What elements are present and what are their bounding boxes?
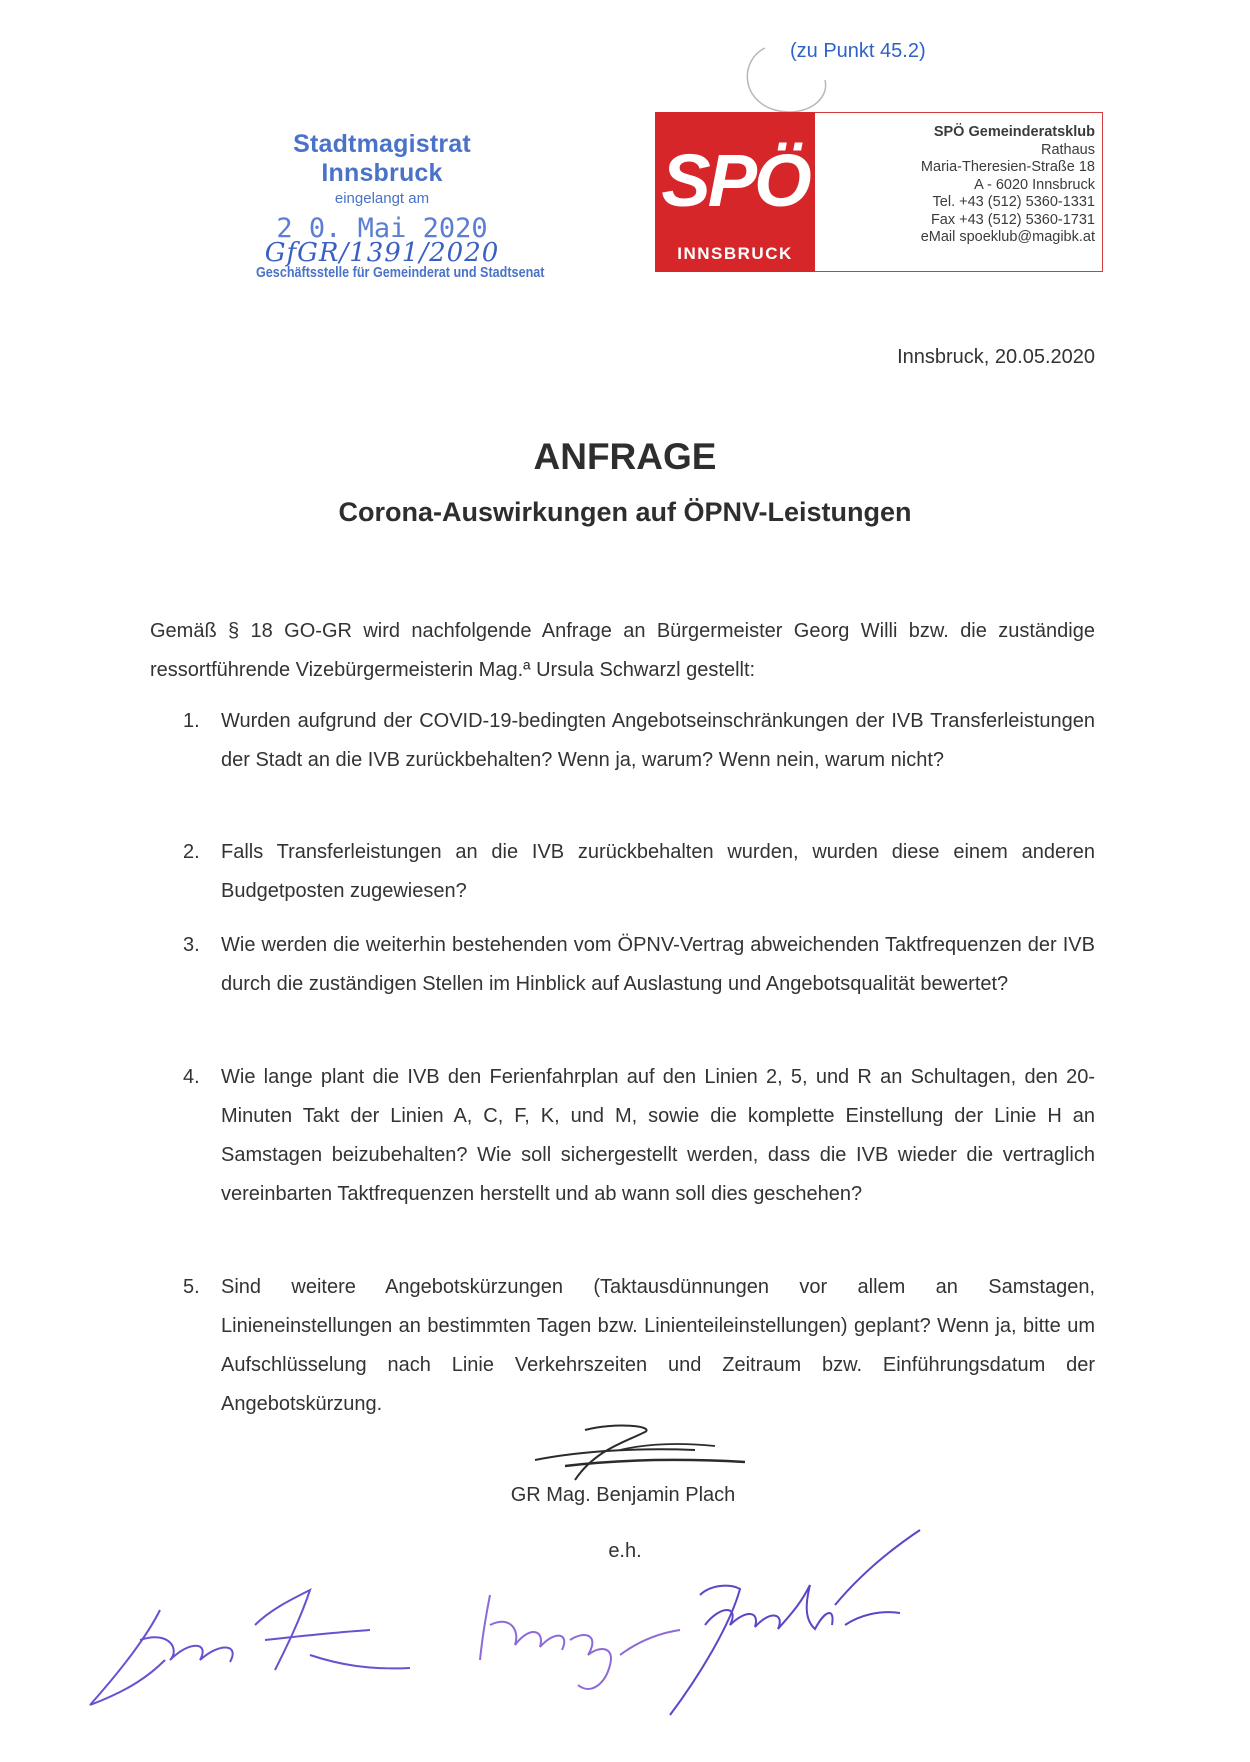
- dateline: Innsbruck, 20.05.2020: [897, 346, 1095, 368]
- agenda-item-note: (zu Punkt 45.2): [790, 40, 926, 62]
- question-text: Wie werden die weiterhin bestehenden vom ÖPNV-Vertrag abweichenden Taktfrequenzen der IVB durch die zuständigen Stellen im Hinblick auf Auslastung und Angebotsqualität bewertet?: [221, 934, 1095, 995]
- address-fax: Fax +43 (512) 5360-1731: [930, 211, 1095, 228]
- received-stamp: [232, 130, 545, 281]
- handwritten-signature-left: [70, 1570, 430, 1720]
- question-number: 4.: [183, 1066, 200, 1088]
- question-number: 2.: [183, 841, 200, 863]
- question-number: 5.: [183, 1276, 200, 1298]
- address-tel: Tel. +43 (512) 5360-1331: [932, 194, 1095, 210]
- address-city: A - 6020 Innsbruck: [974, 176, 1095, 193]
- eh-mark: e.h.: [608, 1540, 642, 1562]
- signer-name-text: GR Mag. Benjamin Plach: [510, 1484, 736, 1506]
- spoe-logo: [655, 112, 815, 272]
- question-text: Sind weitere Angebotskürzungen (Taktausdünnungen vor allem an Samstagen, Linieneinstellungen an bestimmten Tagen bzw. Linienteileinstellungen) geplant? Wenn ja, bitte um Aufschlüsselung nach Linie Verkehrszeiten und Zeitraum bzw. Einführungsdatum der Angebotskürzung.: [221, 1276, 1095, 1415]
- stamp-reference: GfGR/1391/2020: [264, 238, 500, 268]
- logo-city: INNSBRUCK: [677, 244, 793, 263]
- club-address: [830, 124, 1095, 247]
- stamp-office: Geschäftsstelle für Gemeinderat und Stadtsenat: [256, 264, 545, 281]
- address-building: Rathaus: [1040, 141, 1095, 158]
- question-text: Falls Transferleistungen an die IVB zurückbehalten wurden, wurden diese einem anderen Budgetposten zugewiesen?: [221, 841, 1095, 902]
- club-name: SPÖ Gemeinderatsklub: [933, 124, 1095, 140]
- signer-signature: [525, 1420, 755, 1490]
- question-text: Wurden aufgrund der COVID-19-bedingten Angebotseinschränkungen der IVB Transferleistungen der Stadt an die IVB zurückbehalten? Wenn ja, warum? Wenn nein, warum nicht?: [221, 710, 1095, 771]
- handwritten-signature-middle: [470, 1575, 690, 1705]
- question-number: 1.: [183, 710, 200, 732]
- document-subtitle: Corona-Auswirkungen auf ÖPNV-Leistungen: [338, 497, 912, 527]
- logo-mark: SPÖ: [661, 139, 809, 222]
- question-text: Wie lange plant die IVB den Ferienfahrplan auf den Linien 2, 5, und R an Schultagen, den 20-Minuten Takt der Linien A, C, F, K, und M, sowie die komplette Einstellung der Linie H an Samstagen beizubehalten? Wie soll sichergestellt werden, dass die IVB wieder die vertraglich vereinbarten Taktfrequenzen herstellt und ab wann soll dies geschehen?: [221, 1066, 1095, 1205]
- document-title: ANFRAGE: [533, 436, 717, 477]
- intro-paragraph: Gemäß § 18 GO-GR wird nachfolgende Anfrage an Bürgermeister Georg Willi bzw. die zuständige ressortführende Vizebürgermeisterin Mag.ª Ursula Schwarzl gestellt:: [150, 620, 1095, 681]
- stamp-title: Stadtmagistrat Innsbruck: [293, 130, 471, 187]
- signer-name: [0, 1484, 1250, 1507]
- handwritten-signature-right: [660, 1525, 960, 1725]
- address-street: Maria-Theresien-Straße 18: [920, 159, 1095, 175]
- question-number: 3.: [183, 934, 200, 956]
- address-email: eMail spoeklub@magibk.at: [920, 229, 1095, 245]
- stamp-received-label: eingelangt am: [334, 190, 430, 207]
- stamp-date: 2 0. Mai 2020: [276, 213, 488, 244]
